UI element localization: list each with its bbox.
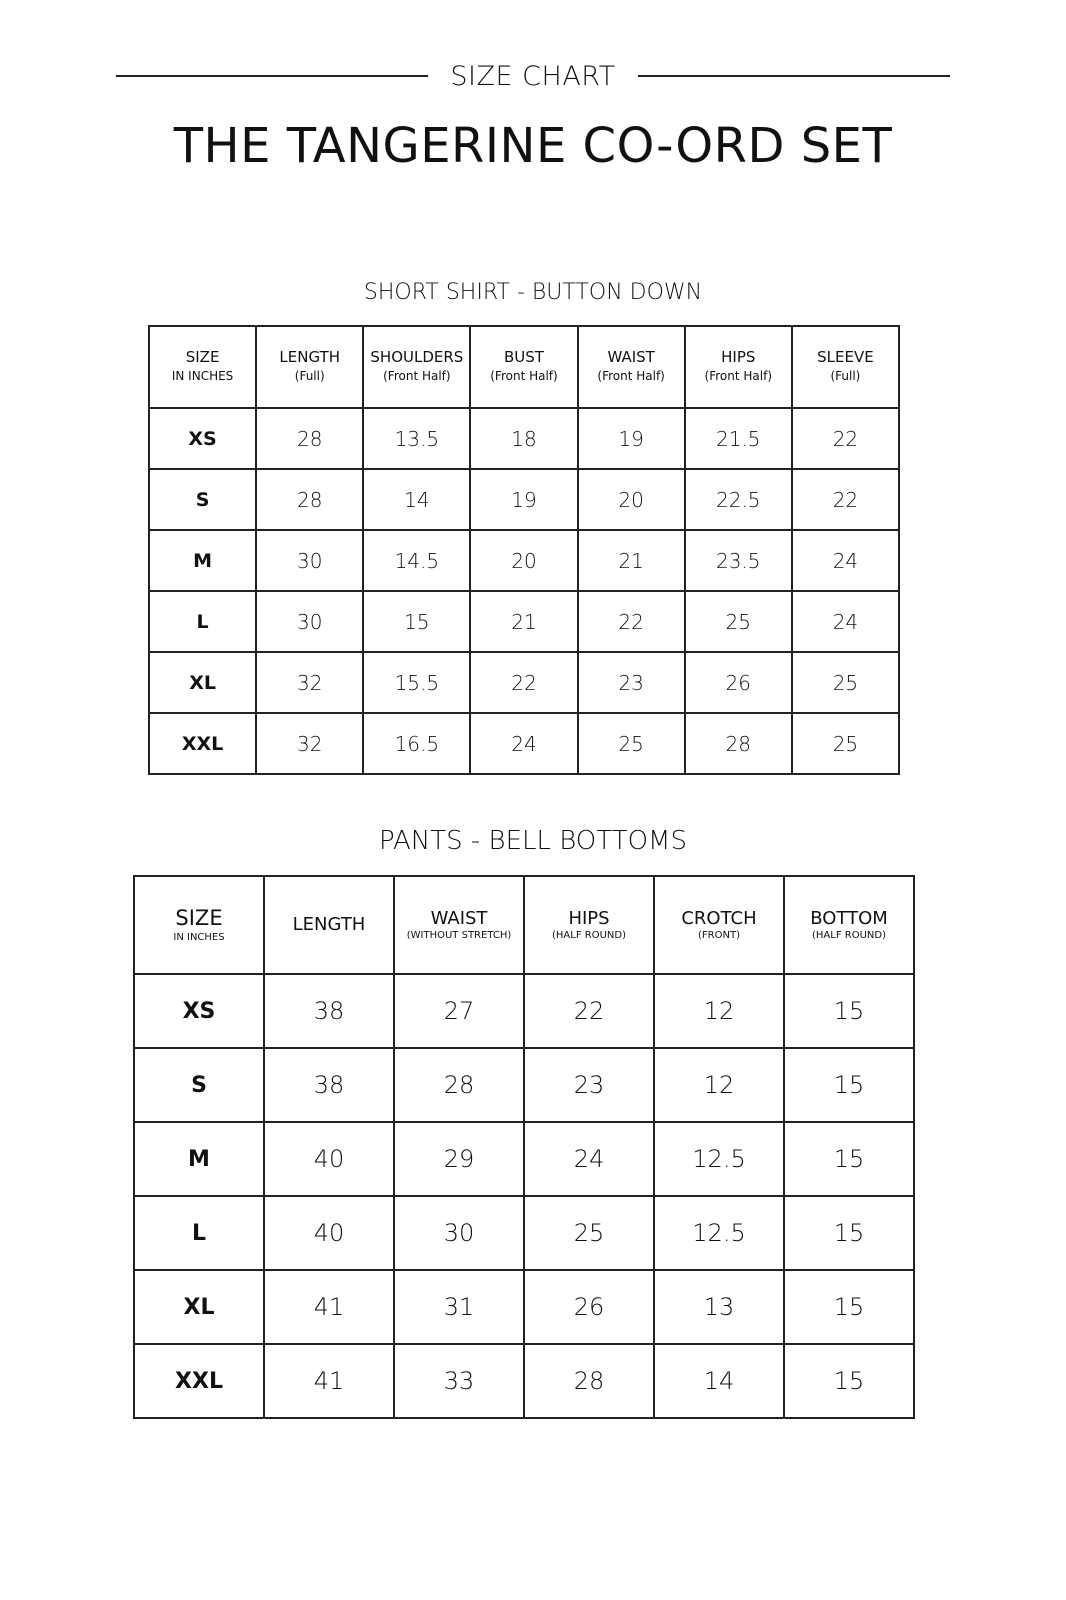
- shirt-table-body: [149, 408, 899, 774]
- shirt-measure-cell: 21.5: [685, 408, 792, 469]
- pants-measure-cell: 22: [524, 974, 654, 1048]
- shirt-measure-cell: 26: [685, 652, 792, 713]
- pants-measure-cell: 15: [784, 1270, 914, 1344]
- shirt-measure-cell: 28: [256, 408, 363, 469]
- shirt-size-cell: XS: [149, 408, 256, 469]
- pants-measure-cell: 26: [524, 1270, 654, 1344]
- pants-column-sublabel: (HALF ROUND): [812, 929, 886, 941]
- shirt-column-label: SHOULDERS: [370, 348, 464, 366]
- shirt-table-row: [149, 469, 899, 530]
- shirt-measure-cell: 28: [685, 713, 792, 774]
- pants-table-body: [134, 974, 914, 1418]
- pants-measure-cell: 12.5: [654, 1122, 784, 1196]
- pants-measure-cell: 14: [654, 1344, 784, 1418]
- pants-measure-cell: 31: [394, 1270, 524, 1344]
- shirt-measure-cell: 25: [792, 652, 899, 713]
- shirt-column-header: [149, 326, 256, 408]
- pants-measure-cell: 28: [524, 1344, 654, 1418]
- pants-size-cell: XS: [134, 974, 264, 1048]
- shirt-size-cell: S: [149, 469, 256, 530]
- shirt-measure-cell: 25: [792, 713, 899, 774]
- pants-column-label: BOTTOM: [810, 907, 888, 929]
- shirt-size-cell: L: [149, 591, 256, 652]
- pants-column-sublabel: (WITHOUT STRETCH): [406, 929, 512, 941]
- pants-measure-cell: 40: [264, 1122, 394, 1196]
- pants-measure-cell: 28: [394, 1048, 524, 1122]
- pants-measure-cell: 38: [264, 1048, 394, 1122]
- shirt-table-row: [149, 408, 899, 469]
- shirt-measure-cell: 20: [470, 530, 577, 591]
- pants-column-sublabel: (FRONT): [698, 929, 740, 941]
- pants-column-label: CROTCH: [681, 907, 757, 929]
- pants-column-label: LENGTH: [292, 914, 366, 935]
- pants-section-title: PANTS - BELL BOTTOMS: [379, 826, 687, 856]
- shirt-column-label: BUST: [504, 348, 544, 366]
- pants-measure-cell: 29: [394, 1122, 524, 1196]
- shirt-column-sublabel: (Full): [294, 369, 325, 383]
- pants-measure-cell: 15: [784, 974, 914, 1048]
- product-title: THE TANGERINE CO-ORD SET: [173, 118, 893, 174]
- shirt-measure-cell: 13.5: [363, 408, 470, 469]
- pants-measure-cell: 12: [654, 1048, 784, 1122]
- pants-column-label: WAIST: [430, 907, 488, 929]
- shirt-column-header: [363, 326, 470, 408]
- shirt-column-header: [685, 326, 792, 408]
- shirt-column-header: [578, 326, 685, 408]
- shirt-column-sublabel: (Front Half): [704, 369, 772, 383]
- pants-size-cell: XL: [134, 1270, 264, 1344]
- shirt-measure-cell: 21: [578, 530, 685, 591]
- pants-size-cell: XXL: [134, 1344, 264, 1418]
- shirt-measure-cell: 30: [256, 591, 363, 652]
- shirt-measure-cell: 24: [792, 591, 899, 652]
- size-chart-header: [116, 56, 950, 96]
- shirt-measure-cell: 32: [256, 652, 363, 713]
- header-rule-right: [638, 75, 950, 77]
- pants-measure-cell: 15: [784, 1122, 914, 1196]
- shirt-column-label: SLEEVE: [817, 348, 874, 366]
- shirt-measure-cell: 18: [470, 408, 577, 469]
- pants-size-cell: L: [134, 1196, 264, 1270]
- shirt-measure-cell: 19: [470, 469, 577, 530]
- pants-column-header: [784, 876, 914, 974]
- shirt-column-label: HIPS: [721, 348, 756, 366]
- shirt-measure-cell: 14.5: [363, 530, 470, 591]
- shirt-measure-cell: 28: [256, 469, 363, 530]
- shirt-column-header: [792, 326, 899, 408]
- header-rule-left: [116, 75, 428, 77]
- shirt-measure-cell: 25: [578, 713, 685, 774]
- shirt-table-head: [149, 326, 899, 408]
- shirt-size-cell: M: [149, 530, 256, 591]
- shirt-column-label: LENGTH: [279, 348, 340, 366]
- pants-column-sublabel: IN INCHES: [173, 932, 225, 943]
- pants-column-header: [524, 876, 654, 974]
- pants-table-row: [134, 974, 914, 1048]
- shirt-column-sublabel: (Full): [830, 369, 861, 383]
- shirt-measure-cell: 30: [256, 530, 363, 591]
- shirt-column-header: [470, 326, 577, 408]
- shirt-column-label: SIZE: [185, 348, 220, 366]
- shirt-column-label: WAIST: [607, 348, 655, 366]
- shirt-measure-cell: 24: [792, 530, 899, 591]
- pants-measure-cell: 41: [264, 1344, 394, 1418]
- shirt-measure-cell: 15.5: [363, 652, 470, 713]
- pants-column-sublabel: (HALF ROUND): [552, 929, 626, 941]
- pants-column-label: SIZE: [175, 906, 223, 930]
- pants-measure-cell: 41: [264, 1270, 394, 1344]
- pants-header-row: [134, 876, 914, 974]
- shirt-size-table: [148, 325, 900, 775]
- shirt-measure-cell: 23: [578, 652, 685, 713]
- shirt-column-sublabel: IN INCHES: [171, 369, 234, 383]
- pants-measure-cell: 38: [264, 974, 394, 1048]
- pants-table-head: [134, 876, 914, 974]
- pants-column-header: [134, 876, 264, 974]
- pants-table-row: [134, 1270, 914, 1344]
- shirt-measure-cell: 15: [363, 591, 470, 652]
- pants-measure-cell: 40: [264, 1196, 394, 1270]
- shirt-measure-cell: 32: [256, 713, 363, 774]
- pants-column-header: [394, 876, 524, 974]
- size-chart-label: SIZE CHART: [450, 60, 616, 92]
- shirt-measure-cell: 14: [363, 469, 470, 530]
- pants-measure-cell: 15: [784, 1344, 914, 1418]
- shirt-table-row: [149, 530, 899, 591]
- shirt-table-row: [149, 591, 899, 652]
- shirt-measure-cell: 22: [578, 591, 685, 652]
- shirt-measure-cell: 22: [792, 469, 899, 530]
- pants-measure-cell: 30: [394, 1196, 524, 1270]
- shirt-measure-cell: 25: [685, 591, 792, 652]
- pants-column-header: [264, 876, 394, 974]
- shirt-measure-cell: 22: [792, 408, 899, 469]
- shirt-table-row: [149, 713, 899, 774]
- pants-measure-cell: 24: [524, 1122, 654, 1196]
- pants-measure-cell: 27: [394, 974, 524, 1048]
- shirt-size-cell: XXL: [149, 713, 256, 774]
- pants-table-row: [134, 1344, 914, 1418]
- pants-measure-cell: 15: [784, 1048, 914, 1122]
- pants-column-header: [654, 876, 784, 974]
- shirt-measure-cell: 19: [578, 408, 685, 469]
- shirt-section-title: SHORT SHIRT - BUTTON DOWN: [363, 280, 703, 305]
- pants-measure-cell: 25: [524, 1196, 654, 1270]
- pants-size-cell: M: [134, 1122, 264, 1196]
- shirt-size-cell: XL: [149, 652, 256, 713]
- shirt-column-header: [256, 326, 363, 408]
- pants-measure-cell: 15: [784, 1196, 914, 1270]
- shirt-column-sublabel: (Front Half): [597, 369, 665, 383]
- pants-table-row: [134, 1196, 914, 1270]
- pants-measure-cell: 13: [654, 1270, 784, 1344]
- shirt-measure-cell: 22.5: [685, 469, 792, 530]
- shirt-measure-cell: 23.5: [685, 530, 792, 591]
- shirt-measure-cell: 20: [578, 469, 685, 530]
- shirt-measure-cell: 24: [470, 713, 577, 774]
- shirt-measure-cell: 21: [470, 591, 577, 652]
- pants-measure-cell: 12: [654, 974, 784, 1048]
- shirt-measure-cell: 22: [470, 652, 577, 713]
- shirt-column-sublabel: (Front Half): [490, 369, 558, 383]
- shirt-table-row: [149, 652, 899, 713]
- pants-size-table: [133, 875, 915, 1419]
- pants-column-label: HIPS: [568, 907, 610, 929]
- pants-table-row: [134, 1122, 914, 1196]
- pants-measure-cell: 12.5: [654, 1196, 784, 1270]
- pants-size-cell: S: [134, 1048, 264, 1122]
- shirt-header-row: [149, 326, 899, 408]
- pants-table-row: [134, 1048, 914, 1122]
- shirt-measure-cell: 16.5: [363, 713, 470, 774]
- shirt-column-sublabel: (Front Half): [383, 369, 451, 383]
- pants-measure-cell: 33: [394, 1344, 524, 1418]
- pants-measure-cell: 23: [524, 1048, 654, 1122]
